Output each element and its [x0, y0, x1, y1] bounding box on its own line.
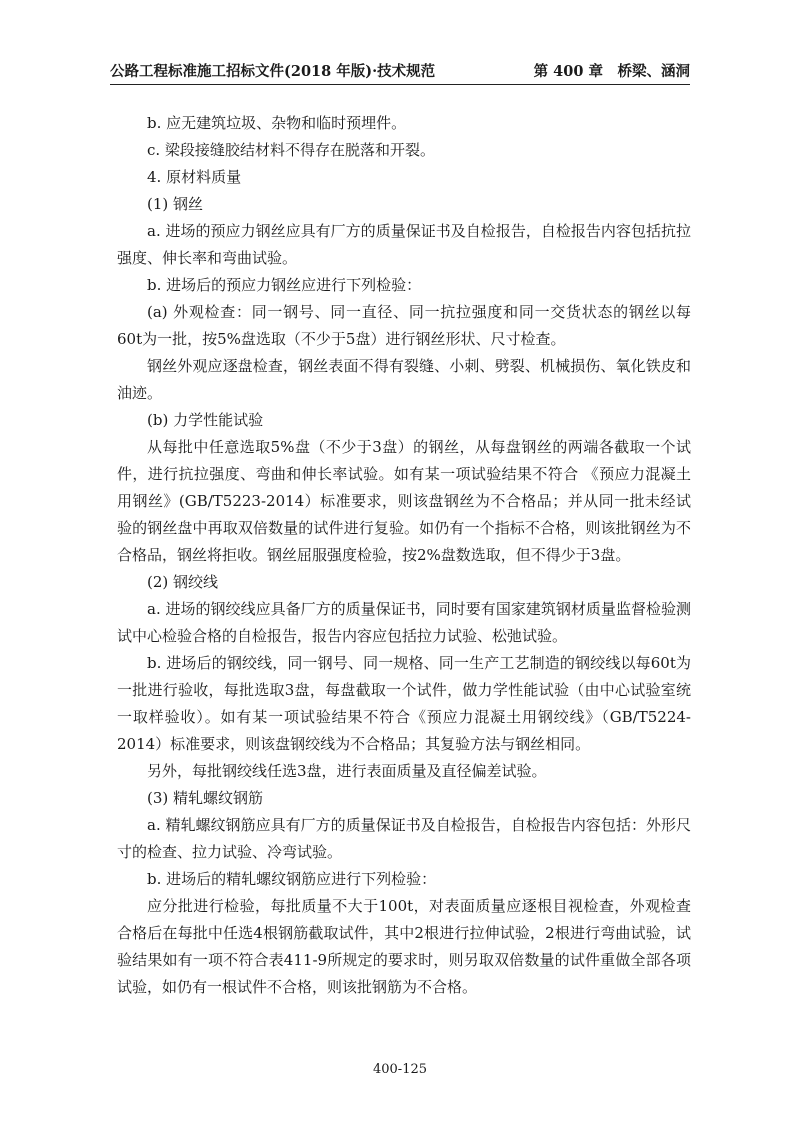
paragraph: c. 梁段接缝胶结材料不得存在脱落和开裂。 [147, 141, 435, 159]
paragraph: 从每批中任意选取5%盘（不少于3盘）的钢丝，从每盘钢丝的两端各截取一个试件，进行抗拉强度、弯曲和伸长率试验。如有某一项试验结果不符合 《预应力混凝土用钢丝》(GB/T5223-2014）标准要求，则该盘钢丝为不合格品；并从同一批未经试验的钢丝盘中再取双倍数量的试件进行复验。如仍有一个指标不合格，则该批钢丝为不合格品，钢丝将拒收。钢丝屈服强度检验，按2%盘数选取，但不得少于3盘。 [117, 438, 691, 564]
document-body [117, 110, 691, 1001]
paragraph: 另外，每批钢绞线任选3盘，进行表面质量及直径偏差试验。 [147, 762, 547, 780]
page-number: 400-125 [372, 1062, 428, 1077]
page-header [110, 58, 690, 85]
subsection-heading: (b) 力学性能试验 [147, 411, 264, 429]
subsection-heading: (3) 精轧螺纹钢筋 [147, 789, 264, 807]
subsection-heading: (1) 钢丝 [147, 195, 204, 213]
paragraph: b. 应无建筑垃圾、杂物和临时预埋件。 [147, 114, 407, 132]
subsection-heading: (2) 钢绞线 [147, 573, 219, 591]
paragraph: b. 进场后的预应力钢丝应进行下列检验： [147, 276, 422, 294]
paragraph: 钢丝外观应逐盘检查，钢丝表面不得有裂缝、小刺、劈裂、机械损伤、氧化铁皮和油迹。 [117, 357, 691, 402]
paragraph: b. 进场后的精轧螺纹钢筋应进行下列检验： [147, 870, 437, 888]
section-heading: 4. 原材料质量 [147, 168, 242, 186]
paragraph: 应分批进行检验，每批质量不大于100t，对表面质量应逐根目视检查，外观检查合格后在每批中任选4根钢筋截取试件，其中2根进行拉伸试验，2根进行弯曲试验，试验结果如有一项不符合表411-9所规定的要求时，则另取双倍数量的试件重做全部各项试验，如仍有一根试件不合格，则该批钢筋为不合格。 [117, 897, 691, 996]
paragraph: b. 进场后的钢绞线，同一钢号、同一规格、同一生产工艺制造的钢绞线以每60t为一批进行验收，每批选取3盘，每盘截取一个试件，做力学性能试验（由中心试验室统一取样验收）。如有某一项试验结果不符合《预应力混凝土用钢绞线》（GB/T5224-2014）标准要求，则该盘钢绞线为不合格品；其复验方法与钢丝相同。 [117, 654, 691, 753]
header-document-title: 公路工程标准施工招标文件(2018 年版)·技术规范 [110, 63, 436, 80]
paragraph: a. 精轧螺纹钢筋应具有厂方的质量保证书及自检报告，自检报告内容包括：外形尺寸的检查、拉力试验、冷弯试验。 [117, 816, 691, 861]
paragraph: a. 进场的钢绞线应具备厂方的质量保证书，同时要有国家建筑钢材质量监督检验测试中心检验合格的自检报告，报告内容应包括拉力试验、松弛试验。 [117, 600, 691, 645]
paragraph: a. 进场的预应力钢丝应具有厂方的质量保证书及自检报告，自检报告内容包括抗拉强度、伸长率和弯曲试验。 [117, 222, 691, 267]
paragraph: (a) 外观检查：同一钢号、同一直径、同一抗拉强度和同一交货状态的钢丝以每60t为一批，按5%盘选取（不少于5盘）进行钢丝形状、尺寸检查。 [117, 303, 691, 348]
header-chapter-title: 第 400 章 桥梁、涵洞 [533, 63, 690, 80]
